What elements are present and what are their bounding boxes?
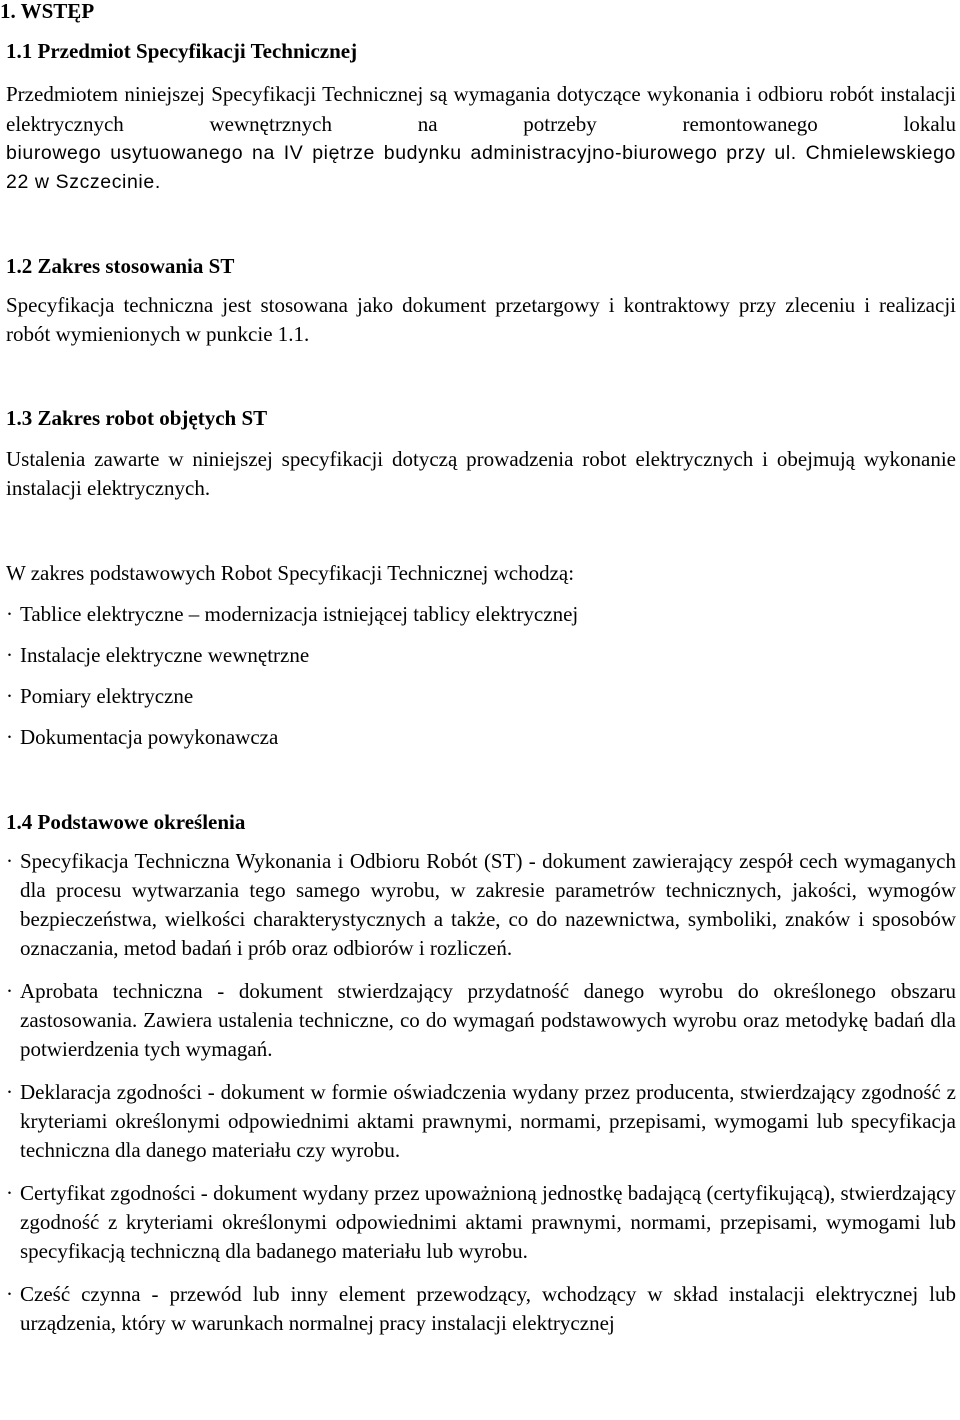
list-item <box>6 1078 956 1165</box>
section-1-2-paragraph: Specyfikacja techniczna jest stosowana jako dokument przetargowy i kontraktowy przy zleceniu i realizacji robót wymienionych w punkcie 1.1. <box>6 293 956 346</box>
bullet: · <box>6 602 13 626</box>
list-item-text: Cześć czynna - przewód lub inny element przewodzący, wchodzący w skład instalacji elektrycznej lub urządzenia, który w warunkach normalnej pracy instalacji elektrycznej <box>20 1282 956 1335</box>
list-item <box>6 723 956 764</box>
bullet: · <box>6 979 13 1003</box>
list-item <box>6 977 956 1064</box>
section-1-3-paragraph: Ustalenia zawarte w niniejszej specyfikacji dotyczą prowadzenia robot elektrycznych i obejmują wykonanie instalacji elektrycznych. <box>6 447 956 500</box>
bullet: · <box>6 1181 13 1205</box>
bullet: · <box>6 684 13 708</box>
scope-list <box>6 600 956 764</box>
section-1-2-heading: 1.2 Zakres stosowania ST <box>6 254 235 278</box>
bullet: · <box>6 849 13 873</box>
list-item <box>6 641 956 682</box>
section-1-3-intro: W zakres podstawowych Robot Specyfikacji Technicznej wchodzą: <box>6 561 575 585</box>
list-item-text: Certyfikat zgodności - dokument wydany przez upoważnioną jednostkę badającą (certyfikującą), stwierdzający zgodność z kryteriami określonymi odpowiednimi aktami prawnymi, normami, przepisami, wymogami lub specyfikacją techniczną dla badanego materiału lub wyrobu. <box>20 1181 956 1263</box>
list-item-text: Pomiary elektryczne <box>20 684 194 708</box>
section-1-1-paragraph: Przedmiotem niniejszej Specyfikacji Technicznej są wymagania dotyczące wykonania i odbioru robót instalacji elektrycznych wewnętrznych na potrzeby remontowanego lokalu <box>6 82 956 136</box>
list-item-text: Tablice elektryczne – modernizacja istniejącej tablicy elektrycznej <box>20 602 579 626</box>
list-item <box>6 847 956 963</box>
bullet: · <box>6 1282 13 1306</box>
list-item-text: Instalacje elektryczne wewnętrzne <box>20 643 310 667</box>
list-item <box>6 1179 956 1266</box>
definitions-list <box>6 847 956 1338</box>
list-item-text: Specyfikacja Techniczna Wykonania i Odbioru Robót (ST) - dokument zawierający zespół cech wymaganych dla procesu wytwarzania tego samego wyrobu, w zakresie parametrów technicznych, jakości, wymogów bezpieczeństwa, wielkości charakterystycznych a także, co do nazewnictwa, symboliki, znaków i sposobów oznaczania, metod badań i prób oraz odbiorów i rozliczeń. <box>20 849 956 960</box>
list-item-text: Dokumentacja powykonawcza <box>20 725 279 749</box>
section-1-1-heading: 1.1 Przedmiot Specyfikacji Technicznej <box>6 39 358 63</box>
bullet: · <box>6 725 13 749</box>
bullet: · <box>6 643 13 667</box>
section-1-1-paragraph-cont: biurowego usytuowanego na IV piętrze budynku administracyjno-biurowego przy ul. Chmielewskiego 22 w Szczecinie. <box>6 142 956 193</box>
list-item-text: Deklaracja zgodności - dokument w formie oświadczenia wydany przez producenta, stwierdzający zgodność z kryteriami określonymi odpowiednimi aktami prawnymi, normami, przepisami, wymogami lub specyfikacja techniczna dla danego materiału czy wyrobu. <box>20 1080 956 1162</box>
list-item <box>6 682 956 723</box>
list-item <box>6 600 956 641</box>
section-1-3-heading: 1.3 Zakres robot objętych ST <box>6 406 268 430</box>
list-item <box>6 1280 956 1338</box>
chapter-heading: 1. WSTĘP <box>0 0 95 23</box>
list-item-text: Aprobata techniczna - dokument stwierdzający przydatność danego wyrobu do określonego obszaru zastosowania. Zawiera ustalenia techniczne, co do wymagań podstawowych wyrobu oraz metodykę badań dla potwierdzenia tych wymagań. <box>20 979 956 1061</box>
section-1-4-heading: 1.4 Podstawowe określenia <box>6 810 246 834</box>
bullet: · <box>6 1080 13 1104</box>
